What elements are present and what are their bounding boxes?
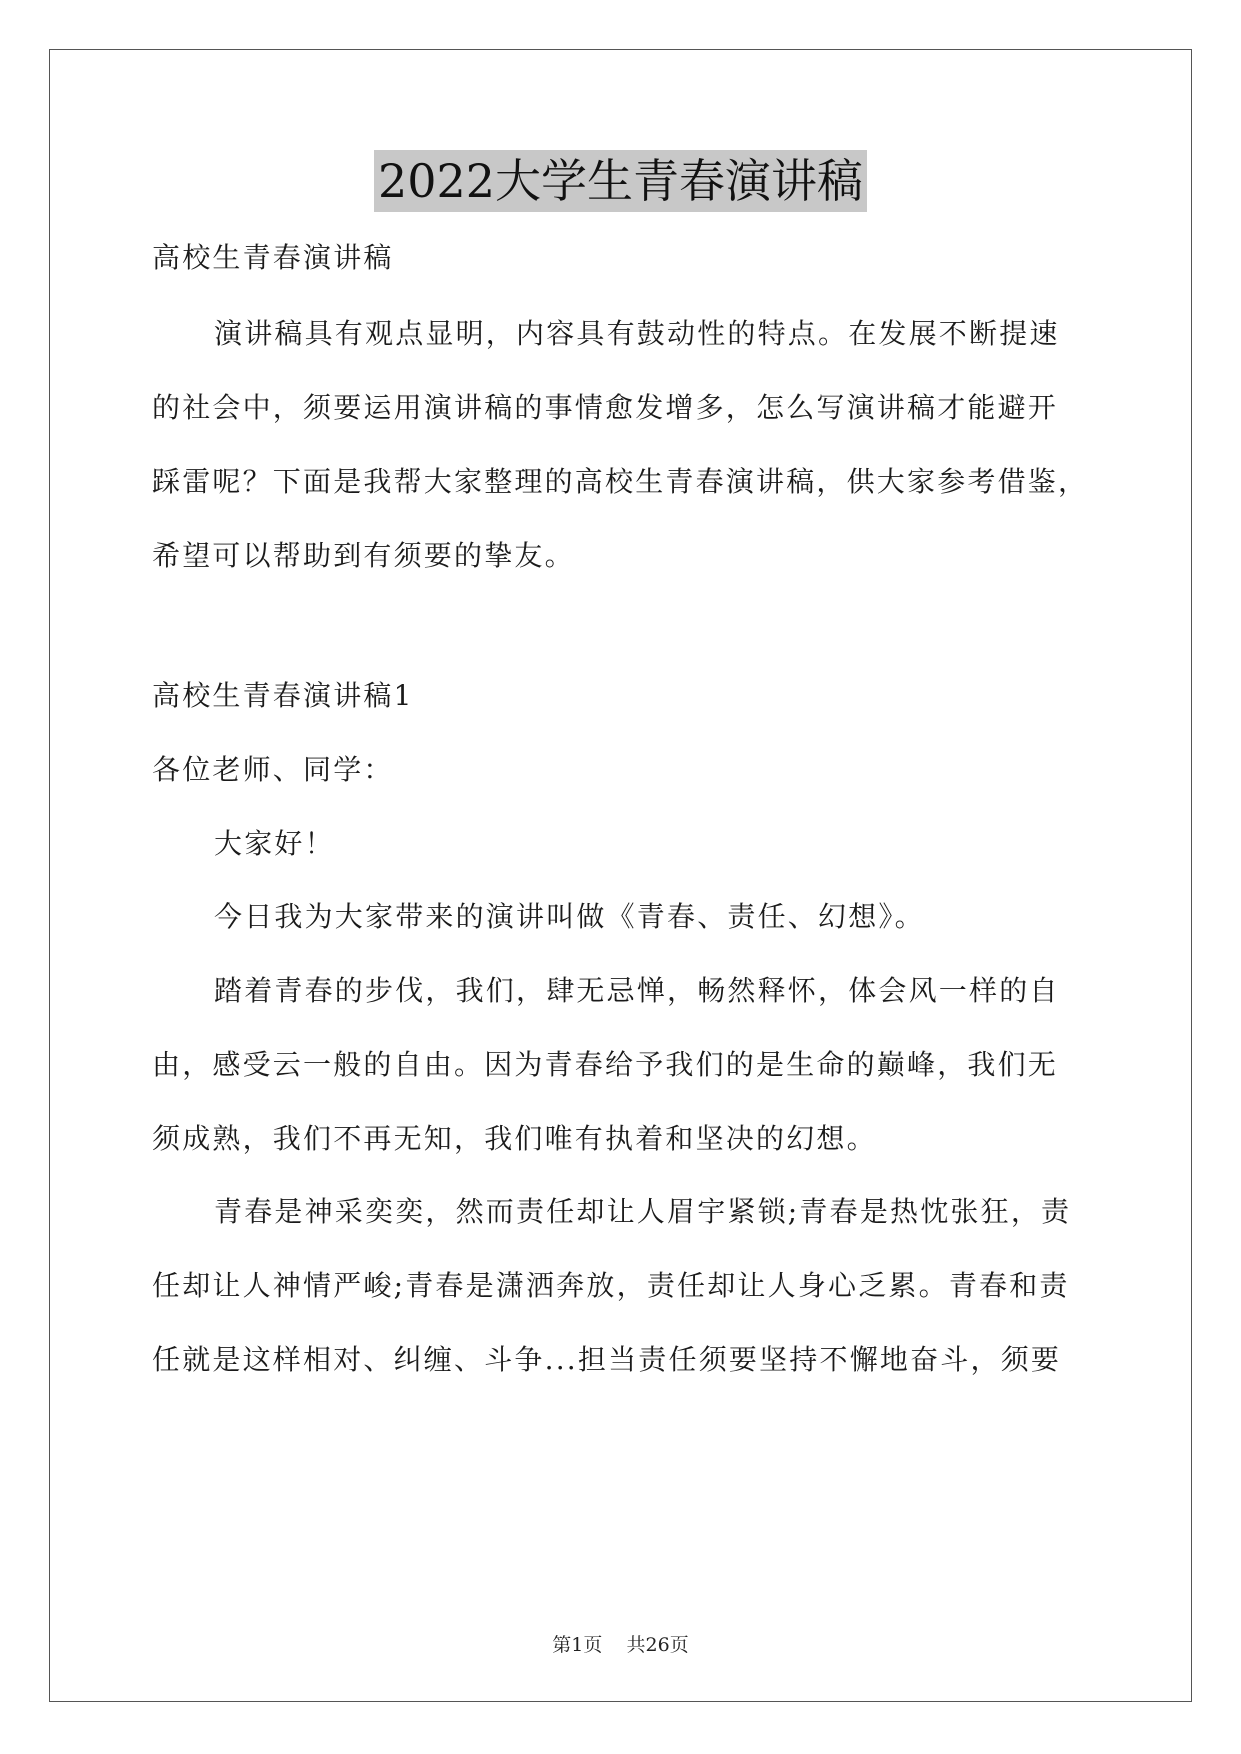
page-border	[49, 49, 1192, 1702]
paragraph-line: 青春是神采奕奕，然而责任却让人眉宇紧锁;青春是热忱张狂，责	[214, 1195, 1072, 1228]
paragraph-line: 今日我为大家带来的演讲叫做《青春、责任、幻想》。	[214, 900, 925, 933]
footer-spacer	[602, 1634, 626, 1656]
paragraph-line: 踩雷呢？下面是我帮大家整理的高校生青春演讲稿，供大家参考借鉴，	[152, 465, 1089, 498]
paragraph-line: 任就是这样相对、纠缠、斗争...担当责任须要坚持不懈地奋斗，须要	[152, 1343, 1062, 1376]
paragraph-line: 演讲稿具有观点显明，内容具有鼓动性的特点。在发展不断提速	[214, 317, 1060, 350]
paragraph-line: 的社会中，须要运用演讲稿的事情愈发增多，怎么写演讲稿才能避开	[152, 391, 1059, 424]
paragraph-line: 踏着青春的步伐，我们，肆无忌惮，畅然释怀，体会风一样的自	[214, 974, 1060, 1007]
paragraph-line: 任却让人神情严峻;青春是潇洒奔放，责任却让人身心乏累。青春和责	[152, 1269, 1070, 1302]
page-total: 共26页	[626, 1634, 689, 1656]
subtitle-line: 高校生青春演讲稿	[152, 241, 394, 274]
page-number: 第1页	[552, 1634, 603, 1656]
paragraph-line: 由，感受云一般的自由。因为青春给予我们的是生命的巅峰，我们无	[152, 1048, 1059, 1081]
title-container	[0, 150, 1241, 212]
greeting-line: 大家好！	[214, 827, 335, 860]
paragraph-line: 希望可以帮助到有须要的挚友。	[152, 539, 575, 572]
salutation-line: 各位老师、同学：	[152, 753, 394, 786]
page-footer	[0, 1632, 1241, 1658]
paragraph-line: 须成熟，我们不再无知，我们唯有执着和坚决的幻想。	[152, 1122, 877, 1155]
document-title: 2022大学生青春演讲稿	[374, 150, 867, 212]
section-heading: 高校生青春演讲稿1	[152, 679, 414, 712]
